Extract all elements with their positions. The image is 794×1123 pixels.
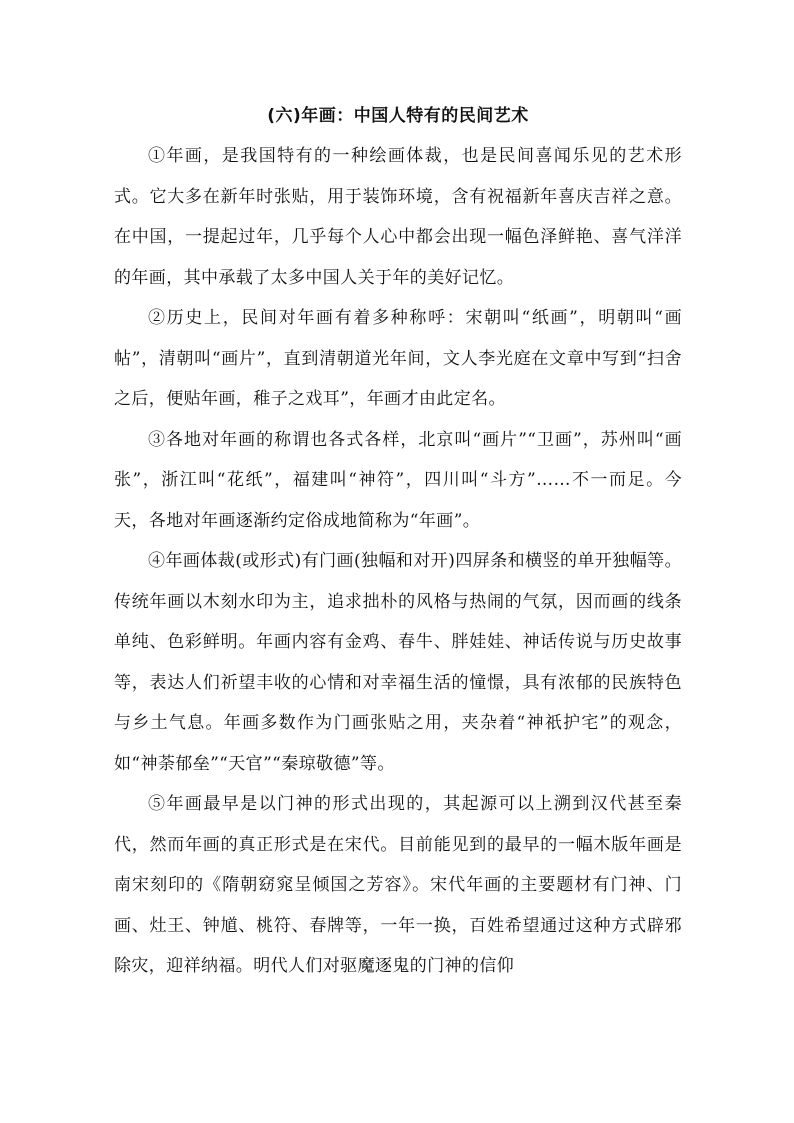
paragraph-1: ①年画，是我国特有的一种绘画体裁，也是民间喜闻乐见的艺术形式。它大多在新年时张贴，用于装饰环境，含有祝福新年喜庆吉祥之意。在中国，一提起过年，几乎每个人心中都会出现一幅色泽鲜艳、喜气洋洋的年画，其中承载了太多中国人关于年的美好记忆。 <box>114 146 682 288</box>
paragraph-5: ⑤年画最早是以门神的形式出现的，其起源可以上溯到汉代甚至秦代，然而年画的真正形式是在宋代。目前能见到的最早的一幅木版年画是南宋刻印的《隋朝窈窕呈倾国之芳容》。宋代年画的主要题材有门神、门画、灶王、钟馗、桃符、春牌等，一年一换，百姓希望通过这种方式辟邪除灾，迎祥纳福。明代人们对驱魔逐鬼的门神的信仰 <box>114 794 682 976</box>
paragraph-3: ③各地对年画的称谓也各式各样，北京叫“画片”“卫画”，苏州叫“画张”，浙江叫“花纸”，福建叫“神符”，四川叫“斗方”……不一而足。今天，各地对年画逐渐约定俗成地简称为“年画”。 <box>114 429 682 531</box>
paragraph-2: ②历史上，民间对年画有着多种称呼：宋朝叫“纸画”，明朝叫“画帖”，清朝叫“画片”，直到清朝道光年间，文人李光庭在文章中写到“扫舍之后，便贴年画，稚子之戏耳”，年画才由此定名。 <box>114 308 682 409</box>
paragraph-4: ④年画体裁(或形式)有门画(独幅和对开)四屏条和横竖的单开独幅等。传统年画以木刻水印为主，追求拙朴的风格与热闹的气氛，因而画的线条单纯、色彩鲜明。年画内容有金鸡、春牛、胖娃娃、神话传说与历史故事等，表达人们祈望丰收的心情和对幸福生活的憧憬，具有浓郁的民族特色与乡土气息。年画多数作为门画张贴之用，夹杂着“神祇护宅”的观念，如“神荼郁垒”“天官”“秦琼敬德”等。 <box>114 551 682 774</box>
document-title: (六)年画：中国人特有的民间艺术 <box>267 106 529 126</box>
document-page <box>114 100 682 987</box>
